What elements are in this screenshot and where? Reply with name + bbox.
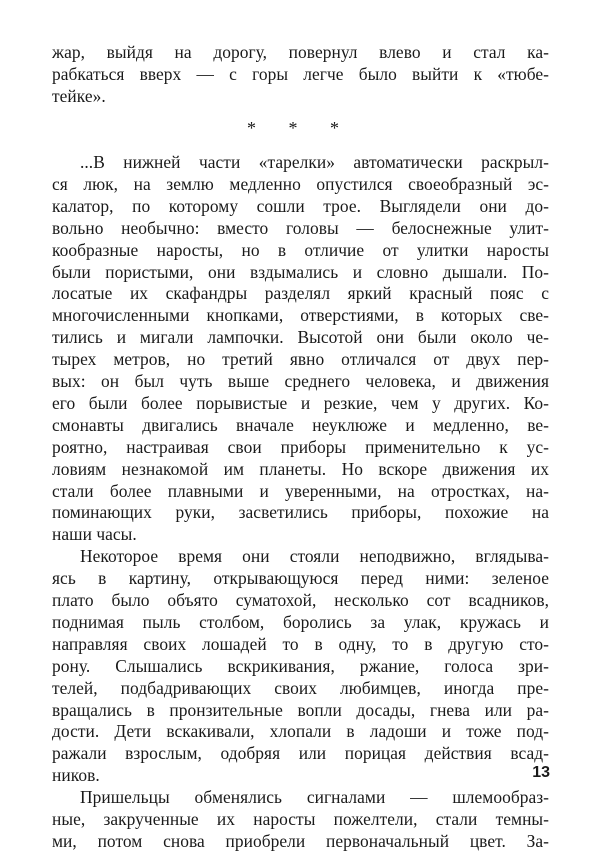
section-separator: * * * (247, 118, 353, 138)
text-line: направляя своих лошадей то в одну, то в другую сто- (52, 633, 549, 654)
text-line: Некоторое время они стояли неподвижно, вглядыва- (80, 546, 549, 567)
text-line: плато было объято суматохой, несколько сот всадников, (52, 590, 549, 610)
text-line: стали более плавными и уверенными, на отростках, на- (52, 480, 549, 501)
text-line: тейке». (52, 86, 106, 106)
text-line: его были более порывистые и резкие, чем у других. Ко- (52, 392, 549, 413)
text-line: смонавты двигались вначале неуклюже и медленно, ве- (52, 414, 549, 435)
text-line: рону. Слышались вскрикивания, ржание, голоса зри- (52, 655, 549, 676)
text-line: поминающих руки, засветились приборы, похожие на (52, 502, 549, 523)
text-line: вольно необычно: вместо головы — белоснежные улит- (52, 217, 549, 238)
text-line: Пришельцы обменялись сигналами — шлемообраз- (80, 787, 549, 808)
text-line: вых: он был чуть выше среднего человека, и движения (52, 371, 549, 391)
text-line: ловиям незнакомой им планеты. Но вскоре движения их (52, 458, 549, 479)
text-line: кообразные наросты, но в отличие от улитки наросты (52, 239, 549, 260)
page-number: 13 (532, 764, 550, 781)
text-line: ...В нижней части «тарелки» автоматически раскрыл- (80, 152, 549, 172)
text-line: ражали взрослым, одобряя или порицая действия всад- (52, 743, 549, 764)
text-line: наши часы. (52, 524, 137, 545)
text-line: многочисленными кнопками, отверстиями, в которых све- (52, 305, 549, 326)
text-line: ми, потом снова приобрели первоначальный цвет. За- (52, 830, 549, 851)
text-line: вращались в пронзительные вопли досады, гнева или ра- (52, 699, 549, 720)
text-line: ся люк, на землю медленно опустился своеобразный эс- (52, 173, 549, 194)
text-line: рабкаться вверх — с горы легче было выйти к «тюбе- (52, 64, 549, 84)
text-line: ников. (52, 765, 100, 786)
text-line: телей, подбадривающих своих любимцев, иногда пре- (52, 677, 549, 698)
text-line: ные, закрученные их наросты пожелтели, стали темны- (52, 809, 549, 829)
text-line: роятно, настраивая свои приборы применительно к ус- (52, 436, 549, 457)
text-line: калатор, по которому сошли трое. Выглядели они до- (52, 195, 549, 216)
text-line: дости. Дети вскакивали, хлопали в ладоши и тоже под- (52, 721, 549, 742)
text-line: лосатые их скафандры разделял яркий красный пояс с (52, 283, 549, 304)
text-line: поднимая пыль столбом, боролись за улак, кружась и (52, 611, 549, 632)
text-line: жар, выйдя на дорогу, повернул влево и стал ка- (52, 42, 549, 62)
text-line: тырех метров, но третий явно отличался от двух пер- (52, 349, 549, 370)
text-line: были пористыми, они вздымались и словно дышали. По- (52, 261, 549, 282)
text-line: тились и мигали лампочки. Высотой они были около че- (52, 327, 549, 348)
text-line: ясь в картину, открывающуюся перед ними: зеленое (52, 568, 549, 589)
